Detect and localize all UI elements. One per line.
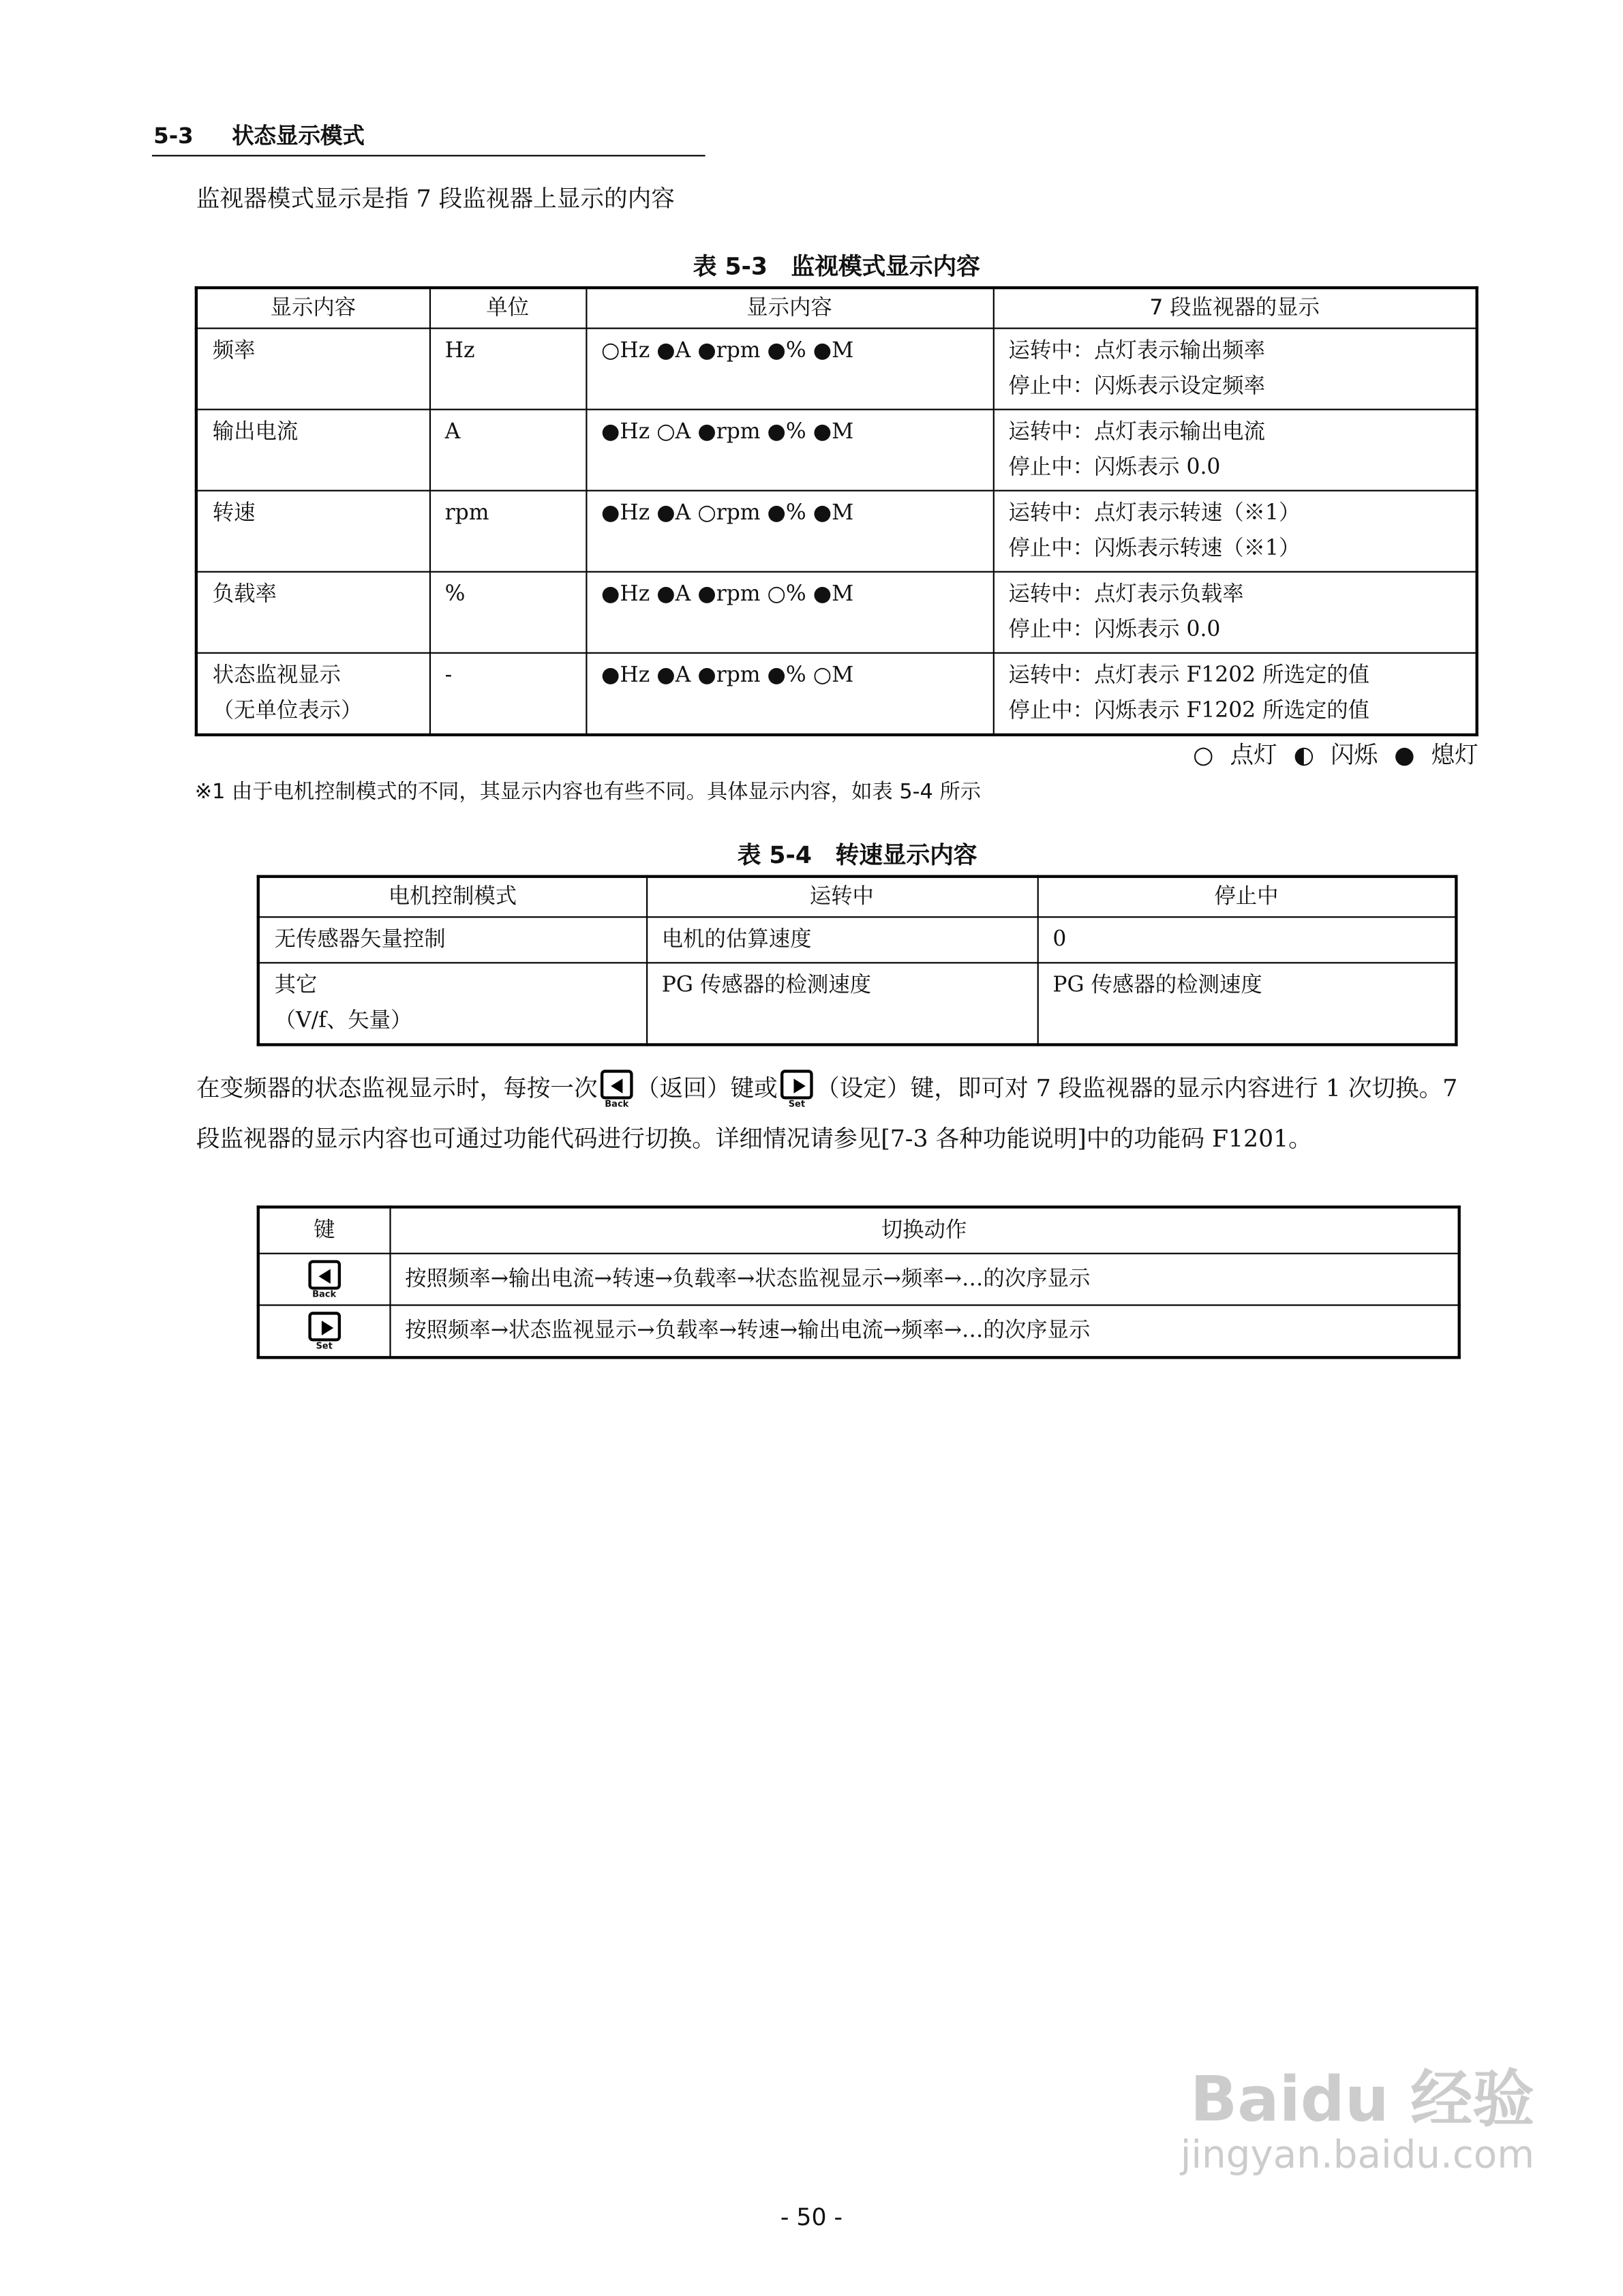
heading-rule	[152, 155, 706, 156]
header-cell: 显示内容	[196, 288, 429, 329]
cell-run: 电机的估算速度	[646, 917, 1037, 963]
stop-text: 停止中：闪烁表示设定频率	[1008, 374, 1266, 399]
cell-unit: -	[429, 653, 586, 735]
para-text: （返回）键或	[635, 1074, 778, 1102]
footnote: ※1 由于电机控制模式的不同，其显示内容也有些不同。具体显示内容，如表 5-4 所示	[194, 781, 982, 804]
cell-leds: ●Hz ●A ○rpm ●% ●M	[586, 491, 992, 572]
cell-leds: ●Hz ●A ●rpm ○% ●M	[586, 572, 992, 653]
cell-unit: rpm	[429, 491, 586, 572]
set-key	[780, 1070, 813, 1109]
cell-leds: ●Hz ○A ●rpm ●% ●M	[586, 410, 992, 491]
baidu-watermark	[1180, 2062, 1535, 2178]
cell-display	[993, 572, 1477, 653]
back-key	[601, 1070, 633, 1109]
para-text: 在变频器的状态监视显示时，每按一次	[196, 1074, 598, 1102]
stop-text: 停止中：闪烁表示 F1202 所选定的值	[1008, 699, 1370, 723]
run-text: 运转中：点灯表示转速（※1）	[1008, 501, 1301, 526]
table-row	[196, 491, 1477, 572]
cell-run: PG 传感器的检测速度	[646, 963, 1037, 1044]
key-label: Set	[316, 1340, 333, 1351]
header-cell: 单位	[429, 288, 586, 329]
cell-mode	[258, 963, 646, 1044]
watermark-url: jingyan.baidu.com	[1180, 2133, 1535, 2178]
section-number: 5-3	[153, 122, 194, 149]
section-title: 状态显示模式	[232, 122, 365, 149]
stop-text: 停止中：闪烁表示转速（※1）	[1008, 537, 1301, 561]
table-row	[196, 653, 1477, 735]
legend-label: 点灯	[1230, 740, 1277, 769]
header-cell: 停止中	[1037, 877, 1457, 918]
stop-text: 停止中：闪烁表示 0.0	[1008, 455, 1221, 480]
name-subtext: （无单位表示）	[212, 699, 363, 723]
run-text: 运转中：点灯表示输出频率	[1008, 339, 1266, 363]
table-row	[196, 329, 1477, 410]
cell-unit: A	[429, 410, 586, 491]
table54-caption: 表 5-4 转速显示内容	[737, 841, 977, 869]
set-key-label: Set	[788, 1099, 806, 1110]
cell-name	[196, 653, 429, 735]
para-text: （设定）键，即可对 7 段监视器的显示内容进行 1 次切换。7 段监视器的显示内容也可通过功能代码进行切换。详细情况请参见[7-3 各种功能说明]中的功能码 F1201。	[196, 1074, 1458, 1153]
run-text: 运转中：点灯表示 F1202 所选定的值	[1008, 664, 1370, 688]
set-key	[308, 1311, 341, 1350]
legend-label: 闪烁	[1330, 740, 1378, 769]
header-cell: 7 段监视器的显示	[993, 288, 1477, 329]
table-row	[258, 963, 1457, 1044]
cell-unit: %	[429, 572, 586, 653]
back-key	[308, 1259, 341, 1299]
cell-stop: PG 传感器的检测速度	[1037, 963, 1457, 1044]
set-arrow-icon	[780, 1070, 813, 1099]
cell-action: 按照频率→输出电流→转速→负载率→状态监视显示→频率→…的次序显示	[389, 1254, 1459, 1305]
cell-display	[993, 410, 1477, 491]
name-text: 状态监视显示	[212, 664, 341, 688]
mode-text: 其它	[274, 973, 318, 998]
cell-name: 转速	[196, 491, 429, 572]
stop-text: 停止中：闪烁表示 0.0	[1008, 618, 1221, 642]
cell-key	[258, 1254, 390, 1305]
key-label: Back	[312, 1288, 337, 1299]
led-legend	[195, 739, 1478, 772]
run-text: 运转中：点灯表示负载率	[1008, 582, 1244, 607]
back-arrow-icon	[308, 1259, 341, 1288]
back-arrow-icon	[601, 1070, 633, 1099]
cell-leds: ○Hz ●A ●rpm ●% ●M	[586, 329, 992, 410]
key-table	[257, 1205, 1461, 1359]
page-number: - 50 -	[780, 2203, 843, 2231]
header-cell: 切换动作	[389, 1207, 1459, 1254]
table-row	[258, 917, 1457, 963]
table53-caption: 表 5-3 监视模式显示内容	[693, 252, 980, 281]
cell-display	[993, 653, 1477, 735]
off-icon: ●	[1394, 740, 1415, 769]
watermark-brand: Baidu 经验	[1190, 2062, 1535, 2136]
header-cell: 电机控制模式	[258, 877, 646, 918]
legend-label: 熄灯	[1431, 740, 1478, 769]
table-row	[196, 410, 1477, 491]
body-paragraph	[196, 1064, 1480, 1164]
run-text: 运转中：点灯表示输出电流	[1008, 420, 1266, 444]
table-row	[196, 572, 1477, 653]
cell-name: 负载率	[196, 572, 429, 653]
table-row	[258, 1305, 1459, 1358]
cell-name: 输出电流	[196, 410, 429, 491]
mode-subtext: （V/f、矢量）	[274, 1009, 412, 1033]
header-cell: 显示内容	[586, 288, 992, 329]
back-key-label: Back	[605, 1099, 629, 1110]
cell-stop: 0	[1037, 917, 1457, 963]
blink-icon: ◐	[1293, 740, 1314, 769]
cell-mode: 无传感器矢量控制	[258, 917, 646, 963]
table-row	[258, 1254, 1459, 1305]
cell-key	[258, 1305, 390, 1358]
intro-text: 监视器模式显示是指 7 段监视器上显示的内容	[196, 184, 675, 213]
cell-action: 按照频率→状态监视显示→负载率→转速→输出电流→频率→…的次序显示	[389, 1305, 1459, 1358]
cell-name: 频率	[196, 329, 429, 410]
table54	[257, 875, 1458, 1046]
table53	[195, 286, 1478, 736]
cell-display	[993, 491, 1477, 572]
lit-icon: ○	[1193, 740, 1214, 769]
set-arrow-icon	[308, 1311, 341, 1340]
cell-unit: Hz	[429, 329, 586, 410]
section-heading	[153, 121, 1623, 150]
header-cell: 键	[258, 1207, 390, 1254]
cell-display	[993, 329, 1477, 410]
cell-leds: ●Hz ●A ●rpm ●% ○M	[586, 653, 992, 735]
header-cell: 运转中	[646, 877, 1037, 918]
